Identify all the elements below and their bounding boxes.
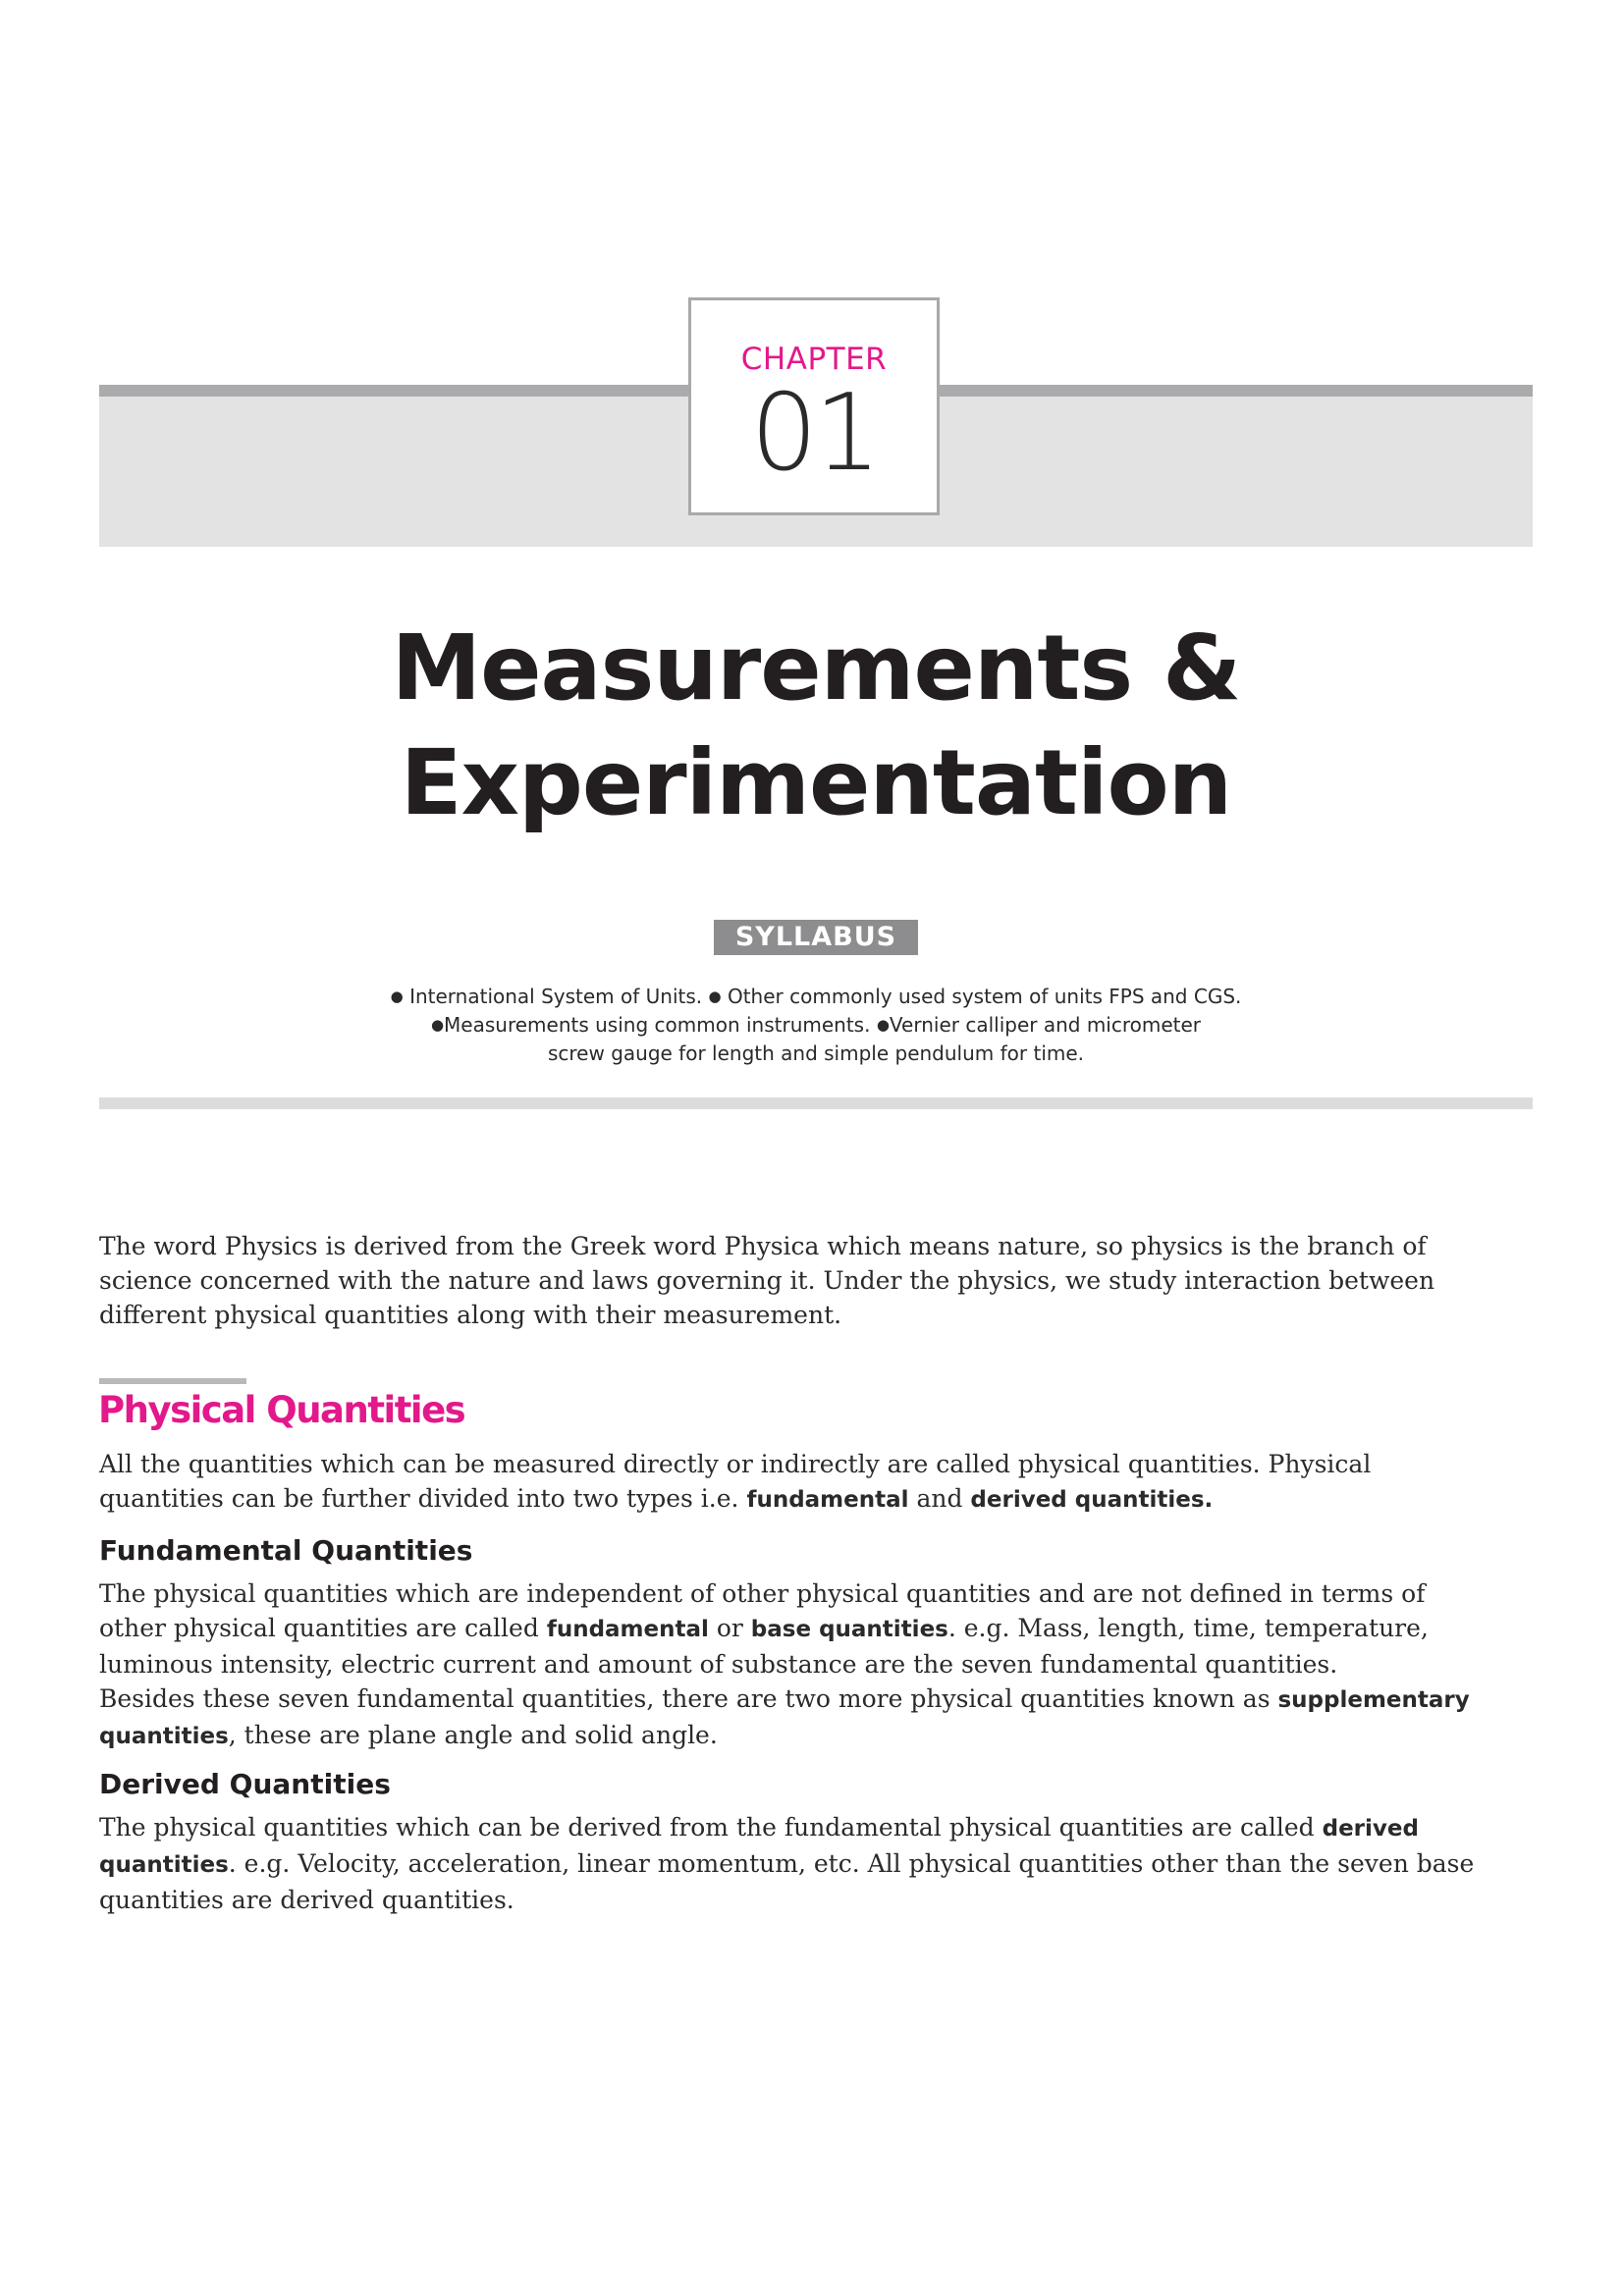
text-run: The physical quantities which can be derived from the fundamental physical quantities are called [99, 1813, 1323, 1842]
text-line: The physical quantities which are independent of other physical quantities and are not defined in terms of [99, 1579, 1426, 1608]
chapter-label: CHAPTER [740, 342, 888, 377]
text-line: science concerned with the nature and laws governing it. Under the physics, we study interaction between [99, 1266, 1435, 1295]
text-line: quantities are derived quantities. [99, 1886, 514, 1914]
text-line [99, 1611, 1533, 1647]
derived-quantities-paragraph [99, 1810, 1533, 1917]
text-line [99, 1810, 1533, 1846]
physical-quantities-paragraph [99, 1447, 1533, 1518]
bullet-icon: ● [876, 1016, 890, 1034]
syllabus-badge: SYLLABUS [714, 920, 918, 955]
bold-term: quantities [99, 1852, 229, 1878]
bullet-icon: ● [708, 988, 722, 1005]
bold-term: derived [1322, 1816, 1419, 1842]
intro-paragraph [99, 1229, 1533, 1332]
chapter-title-line-2: Experimentation [400, 730, 1232, 835]
syllabus-list [296, 983, 1336, 1068]
syllabus-item: Other commonly used system of units FPS and CGS. [727, 985, 1242, 1008]
text-line [99, 1718, 1533, 1754]
syllabus-line [296, 983, 1336, 1011]
syllabus-line [296, 1040, 1336, 1068]
section-heading: Physical Quantities [98, 1389, 465, 1431]
chapter-title [99, 611, 1533, 840]
text-run: , these are plane angle and solid angle. [228, 1721, 718, 1749]
text-run: Besides these seven fundamental quantities, there are two more physical quantities known as [99, 1684, 1278, 1713]
text-run: quantities can be further divided into two types i.e. [99, 1484, 747, 1513]
syllabus-item: Measurements using common instruments. [444, 1013, 871, 1037]
bullet-icon: ● [430, 1016, 445, 1034]
syllabus-item: Vernier calliper and micrometer [889, 1013, 1202, 1037]
bold-term: fundamental [746, 1487, 909, 1513]
text-run: and [908, 1484, 971, 1513]
bullet-icon: ● [390, 988, 404, 1005]
text-line: luminous intensity, electric current and amount of substance are the seven fundamental quantities. [99, 1650, 1338, 1679]
chapter-number-box [688, 297, 940, 515]
bold-term: derived quantities. [970, 1487, 1214, 1513]
chapter-title-line-1: Measurements & [391, 615, 1241, 721]
text-line [99, 1846, 1533, 1883]
bold-term: base quantities [750, 1617, 948, 1642]
bold-term: quantities [99, 1724, 229, 1749]
fundamental-quantities-heading: Fundamental Quantities [99, 1534, 473, 1567]
derived-quantities-heading: Derived Quantities [99, 1768, 391, 1800]
text-line: All the quantities which can be measured directly or indirectly are called physical quantities. Physical [99, 1450, 1372, 1478]
text-line: The word Physics is derived from the Greek word Physica which means nature, so physics is the branch of [99, 1232, 1427, 1260]
syllabus-item: screw gauge for length and simple pendulum for time. [547, 1041, 1085, 1065]
fundamental-quantities-paragraph [99, 1576, 1533, 1754]
text-run: . e.g. Velocity, acceleration, linear momentum, etc. All physical quantities other than the seven base [228, 1849, 1475, 1878]
syllabus-divider [99, 1097, 1533, 1109]
syllabus-item: International System of Units. [409, 985, 703, 1008]
text-line [99, 1481, 1533, 1518]
text-run: . e.g. Mass, length, time, temperature, [947, 1614, 1429, 1642]
section-heading-accent [99, 1378, 246, 1384]
text-line [99, 1682, 1533, 1718]
chapter-number: 01 [750, 372, 878, 495]
text-run: or [708, 1614, 751, 1642]
bold-term: fundamental [546, 1617, 709, 1642]
bold-term: supplementary [1277, 1687, 1470, 1713]
syllabus-line [296, 1011, 1336, 1040]
text-run: other physical quantities are called [99, 1614, 547, 1642]
text-line: different physical quantities along with their measurement. [99, 1301, 842, 1329]
